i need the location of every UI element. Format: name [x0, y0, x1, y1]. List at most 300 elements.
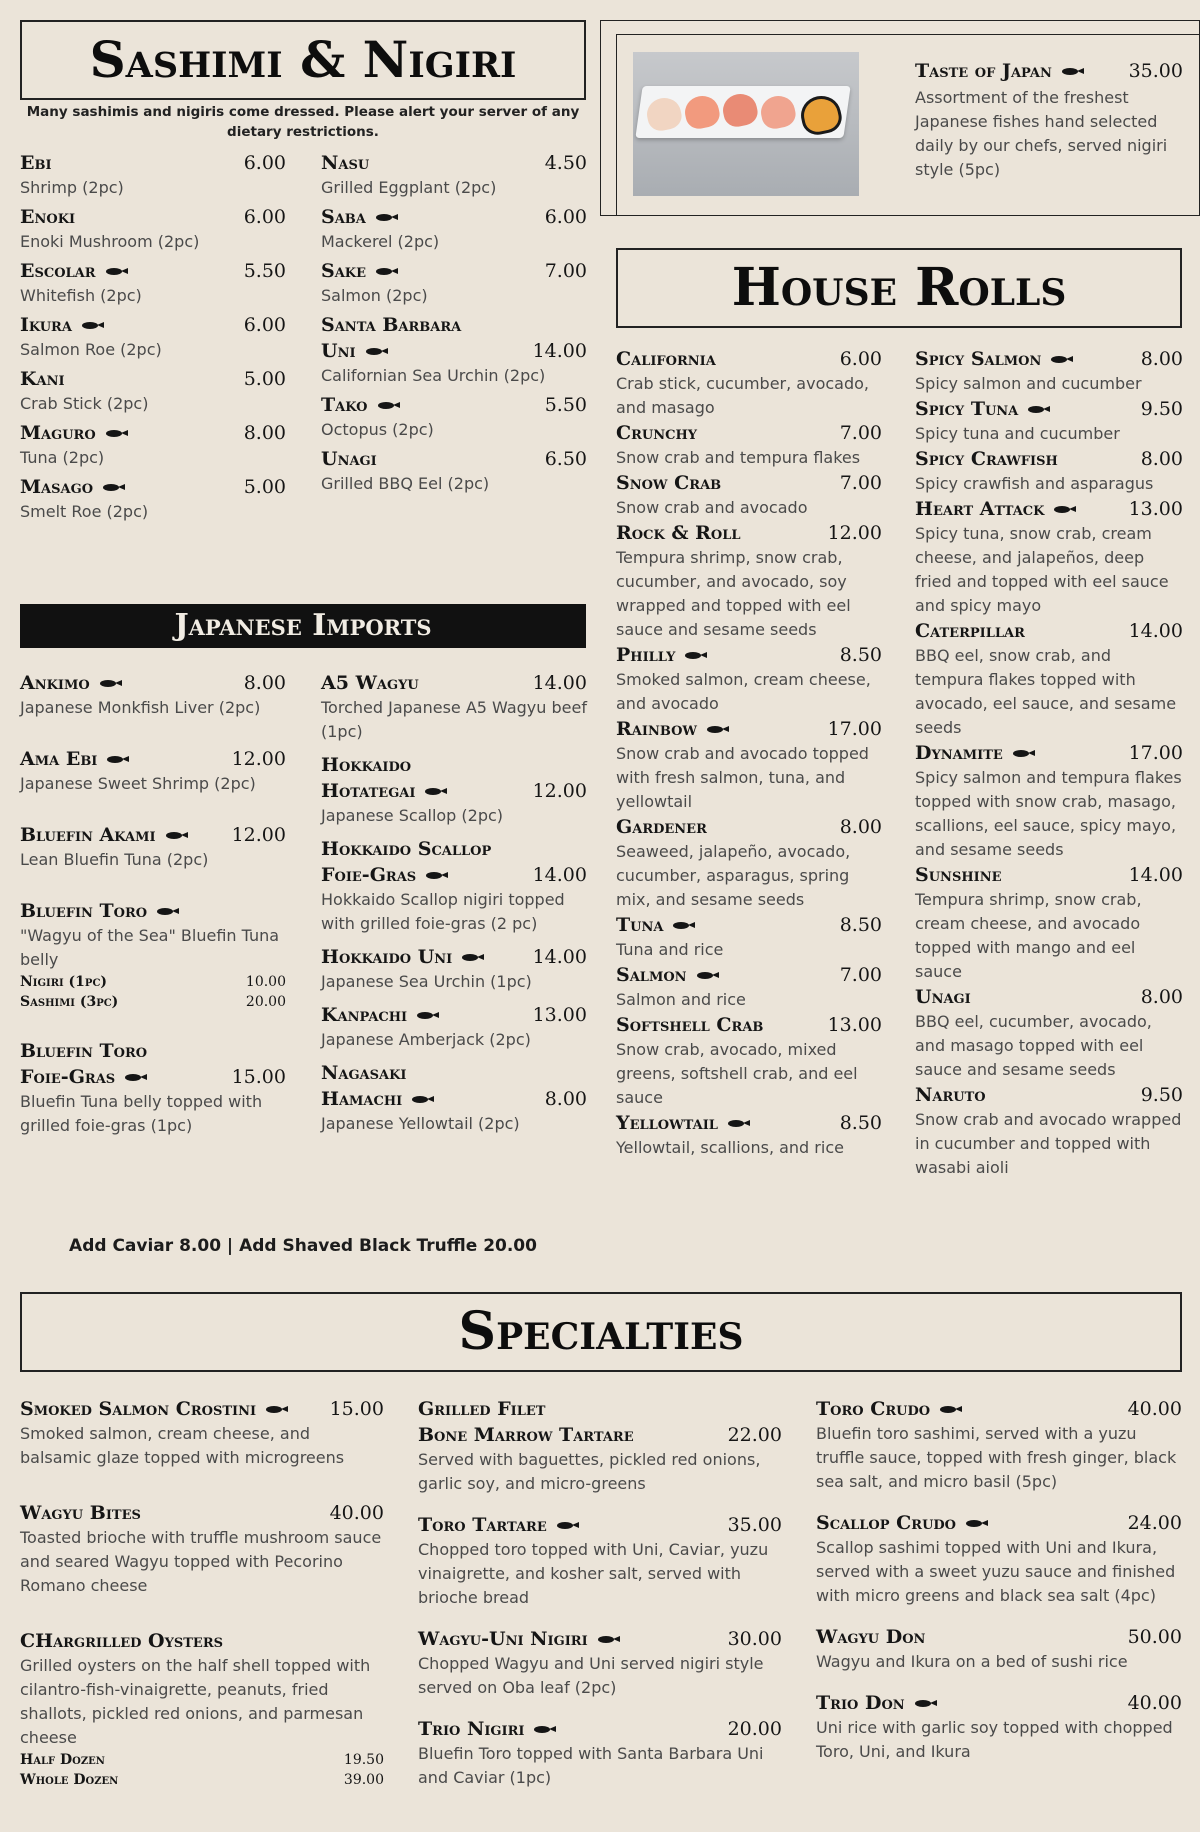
dish-row — [20, 1064, 286, 1090]
dish-name: Philly — [616, 644, 676, 666]
dish-name: Unagi — [915, 986, 971, 1008]
menu-item — [321, 150, 587, 200]
dish-desc: Spicy salmon and tempura flakes topped with snow crab, masago, scallions, eel sauce, spicy mayo, and sesame seeds — [915, 768, 1182, 859]
dish-desc: Yellowtail, scallions, and rice — [616, 1138, 844, 1157]
fish-icon — [426, 871, 448, 879]
dish-row — [418, 1512, 782, 1538]
imports-col-right — [321, 670, 587, 1144]
dish-name-wrap — [616, 520, 741, 546]
dish-name-wrap — [20, 1628, 223, 1654]
dish-name: A5 Wagyu — [321, 672, 419, 694]
menu-item — [20, 474, 286, 524]
dish-row — [418, 1626, 782, 1652]
dish-row — [915, 984, 1183, 1010]
dish-name-wrap — [321, 944, 484, 970]
dish-row — [20, 746, 286, 772]
dish-price: 8.00 — [1140, 986, 1183, 1008]
menu-item — [20, 312, 286, 362]
menu-item — [20, 670, 286, 720]
rolls-col-left — [616, 346, 882, 1160]
menu-item — [915, 496, 1183, 618]
dish-desc: Shrimp (2pc) — [20, 178, 124, 197]
dish-name-wrap — [20, 150, 52, 176]
dish-name: Escolar — [20, 260, 96, 282]
dish-name-wrap — [321, 338, 388, 364]
dish-desc: Grilled BBQ Eel (2pc) — [321, 474, 490, 493]
dish-desc: Snow crab and avocado wrapped in cucumber and topped with wasabi aioli — [915, 1110, 1182, 1177]
dish-price: 6.00 — [243, 314, 286, 336]
menu-item — [20, 746, 286, 796]
menu-item — [321, 204, 587, 254]
dish-name-wrap — [616, 642, 707, 668]
dish-name: Wagyu-Uni Nigiri — [418, 1628, 588, 1650]
dish-price: 5.50 — [544, 394, 587, 416]
dish-name: Tako — [321, 394, 368, 416]
dish-price: 5.50 — [243, 260, 286, 282]
dish-price: 9.50 — [1140, 1084, 1183, 1106]
dish-price: 8.00 — [1140, 348, 1183, 370]
fish-icon — [557, 1521, 579, 1529]
sushi-photo — [633, 52, 859, 196]
menu-item — [616, 642, 882, 716]
imports-banner: Japanese Imports — [20, 604, 586, 648]
taste-name: Taste of Japan — [915, 60, 1052, 82]
dish-row — [321, 446, 587, 472]
dish-name-line2: Bone Marrow Tartare — [418, 1424, 634, 1446]
dish-price: 24.00 — [1127, 1512, 1182, 1534]
sashimi-title: Sashimi & Nigiri — [89, 30, 517, 89]
dish-price: 40.00 — [329, 1502, 384, 1524]
dish-name: Saba — [321, 206, 366, 228]
dish-name-wrap — [321, 258, 398, 284]
dish-desc: Japanese Amberjack (2pc) — [321, 1030, 531, 1049]
dish-desc: Wagyu and Ikura on a bed of sushi rice — [816, 1652, 1128, 1671]
dish-name-wrap — [915, 496, 1076, 522]
portion-row — [20, 1750, 384, 1770]
dish-row — [616, 1110, 882, 1136]
dish-name: Yellowtail — [616, 1112, 718, 1134]
dish-name: Santa Barbara — [321, 314, 462, 336]
portion-label: Whole Dozen — [20, 1772, 119, 1788]
dish-price: 8.50 — [839, 1112, 882, 1134]
dish-row — [321, 150, 587, 176]
dish-desc: Hokkaido Scallop nigiri topped with grilled foie-gras (2 pc) — [321, 890, 565, 933]
menu-item — [418, 1716, 782, 1790]
dish-name: Spicy Salmon — [915, 348, 1042, 370]
dish-desc: Chopped Wagyu and Uni served nigiri style served on Oba leaf (2pc) — [418, 1654, 764, 1697]
menu-item — [20, 1628, 384, 1790]
dish-row — [20, 670, 286, 696]
dish-name: Enoki — [20, 206, 76, 228]
dish-desc: Tuna (2pc) — [20, 448, 105, 467]
fish-icon — [157, 907, 179, 915]
dish-row — [321, 670, 587, 696]
fish-icon — [82, 321, 104, 329]
fish-icon — [728, 1119, 750, 1127]
dish-row — [616, 520, 882, 546]
rolls-title-box — [616, 248, 1182, 328]
portion-row — [20, 1770, 384, 1790]
dish-price: 30.00 — [727, 1628, 782, 1650]
fish-icon — [266, 1405, 288, 1413]
dish-name-wrap — [816, 1396, 962, 1422]
menu-item — [20, 1038, 286, 1138]
menu-item — [20, 898, 286, 1012]
dish-desc: Crab stick, cucumber, avocado, and masago — [616, 374, 869, 417]
menu-item — [321, 312, 587, 388]
dish-desc: Californian Sea Urchin (2pc) — [321, 366, 546, 385]
dish-row — [915, 446, 1183, 472]
dish-name: Hokkaido — [321, 754, 412, 776]
dish-row — [20, 474, 286, 500]
dish-name: Trio Don — [816, 1692, 905, 1714]
dish-row — [418, 1422, 782, 1448]
dish-row — [20, 312, 286, 338]
fish-icon — [376, 267, 398, 275]
dish-desc: Grilled oysters on the half shell topped with cilantro-fish-vinaigrette, peanuts, fried shallots, pickled red onions, and parmesan cheese — [20, 1656, 371, 1747]
fish-icon — [106, 267, 128, 275]
dish-name-wrap — [915, 396, 1050, 422]
dish-desc: Whitefish (2pc) — [20, 286, 142, 305]
dish-desc: Snow crab and tempura flakes — [616, 448, 861, 467]
dish-name: Ama Ebi — [20, 748, 98, 770]
dish-name-wrap — [418, 1422, 634, 1448]
dish-name: Sake — [321, 260, 367, 282]
dish-desc: Japanese Sea Urchin (1pc) — [321, 972, 532, 991]
imports-col-left — [20, 670, 286, 1164]
dish-name-wrap — [321, 1002, 439, 1028]
menu-item — [20, 420, 286, 470]
dish-name: Bluefin Toro — [20, 900, 148, 922]
dish-desc: Salmon and rice — [616, 990, 746, 1009]
dish-desc: BBQ eel, cucumber, avocado, and masago topped with eel sauce and sesame seeds — [915, 1012, 1152, 1079]
menu-item — [321, 670, 587, 744]
dish-name-wrap — [915, 446, 1058, 472]
dish-desc: Smoked salmon, cream cheese, and avocado — [616, 670, 871, 713]
dish-name: Heart Attack — [915, 498, 1045, 520]
menu-item — [418, 1626, 782, 1700]
dish-row — [616, 716, 882, 742]
fish-icon — [673, 921, 695, 929]
dish-price: 15.00 — [329, 1398, 384, 1420]
fish-icon — [107, 755, 129, 763]
menu-item — [616, 962, 882, 1012]
dish-row — [816, 1624, 1182, 1650]
menu-item — [321, 1002, 587, 1052]
fish-icon — [412, 1095, 434, 1103]
dish-name-wrap — [616, 420, 697, 446]
dish-name: Ebi — [20, 152, 52, 174]
dish-name: Snow Crab — [616, 472, 722, 494]
dish-price: 7.00 — [839, 964, 882, 986]
menu-item — [321, 258, 587, 308]
dish-desc: Smoked salmon, cream cheese, and balsamic glaze topped with microgreens — [20, 1424, 345, 1467]
dish-price: 20.00 — [727, 1718, 782, 1740]
dish-desc: Spicy tuna and cucumber — [915, 424, 1120, 443]
dish-price: 12.00 — [231, 824, 286, 846]
dish-name-wrap — [616, 1012, 763, 1038]
dish-name: Hokkaido Uni — [321, 946, 453, 968]
dish-price: 13.00 — [1128, 498, 1183, 520]
fish-icon — [103, 483, 125, 491]
dish-name-wrap — [20, 258, 128, 284]
dish-name-wrap — [20, 312, 104, 338]
specialties-col-3 — [816, 1396, 1182, 1780]
dish-name: Tuna — [616, 914, 664, 936]
dish-name-wrap — [915, 618, 1025, 644]
portion-label: Half Dozen — [20, 1752, 105, 1768]
dietary-note: Many sashimis and nigiris come dressed. Please alert your server of any dietary restrictions. — [26, 104, 580, 140]
menu-item — [616, 1012, 882, 1110]
dish-name-line1 — [321, 836, 587, 862]
specialties-col-2 — [418, 1396, 782, 1806]
dish-desc: Snow crab and avocado topped with fresh salmon, tuna, and yellowtail — [616, 744, 869, 811]
menu-item — [915, 862, 1183, 984]
dish-row — [616, 346, 882, 372]
dish-row — [816, 1510, 1182, 1536]
dish-name-line2: Foie-Gras — [321, 864, 417, 886]
fish-icon — [462, 953, 484, 961]
fish-icon — [1054, 505, 1076, 513]
dish-desc: Salmon Roe (2pc) — [20, 340, 162, 359]
dish-name-wrap — [816, 1510, 988, 1536]
dish-name-wrap — [20, 1396, 288, 1422]
dish-name: Hokkaido Scallop — [321, 838, 492, 860]
dish-desc: Salmon (2pc) — [321, 286, 428, 305]
dish-price: 40.00 — [1127, 1692, 1182, 1714]
dish-name: Nagasaki — [321, 1062, 407, 1084]
dish-price: 8.00 — [544, 1088, 587, 1110]
menu-item — [616, 346, 882, 420]
fish-icon — [125, 1073, 147, 1081]
dish-desc: Japanese Monkfish Liver (2pc) — [20, 698, 261, 717]
taste-item — [915, 58, 1183, 182]
dish-name: Crunchy — [616, 422, 698, 444]
dish-price: 6.50 — [544, 448, 587, 470]
dish-desc: Snow crab and avocado — [616, 498, 808, 517]
menu-item — [915, 1082, 1183, 1180]
dish-row — [20, 258, 286, 284]
menu-item — [915, 984, 1183, 1082]
menu-item — [616, 1110, 882, 1160]
dish-name-wrap — [321, 150, 369, 176]
menu-item — [816, 1624, 1182, 1674]
dish-price: 12.00 — [231, 748, 286, 770]
dish-price: 7.00 — [839, 472, 882, 494]
dish-row — [616, 912, 882, 938]
dish-price: 14.00 — [532, 946, 587, 968]
dish-name: Trio Nigiri — [418, 1718, 525, 1740]
dish-name-wrap — [616, 716, 729, 742]
dish-row — [20, 1500, 384, 1526]
menu-item — [915, 446, 1183, 496]
dish-row — [915, 396, 1183, 422]
dish-name-wrap — [616, 912, 695, 938]
dish-name-wrap — [321, 204, 398, 230]
taste-price: 35.00 — [1128, 60, 1183, 82]
portion-row — [20, 972, 286, 992]
dish-name-wrap — [321, 392, 400, 418]
dish-name-wrap — [616, 814, 707, 840]
dish-row — [20, 150, 286, 176]
dish-name: Kanpachi — [321, 1004, 408, 1026]
dish-desc: BBQ eel, snow crab, and tempura flakes topped with avocado, eel sauce, and sesame seeds — [915, 646, 1177, 737]
dish-desc: Japanese Yellowtail (2pc) — [321, 1114, 520, 1133]
dish-row — [321, 204, 587, 230]
dish-name-wrap — [321, 778, 447, 804]
dish-price: 8.00 — [243, 422, 286, 444]
fish-icon — [707, 725, 729, 733]
dish-row — [321, 258, 587, 284]
menu-item — [20, 1500, 384, 1598]
rolls-title: House Rolls — [731, 257, 1067, 318]
dish-row — [321, 944, 587, 970]
dish-desc: Spicy tuna, snow crab, cream cheese, and jalapeños, deep fried and topped with eel sauce and spicy mayo — [915, 524, 1169, 615]
menu-item — [418, 1512, 782, 1610]
dish-name: Masago — [20, 476, 94, 498]
dish-desc: Tempura shrimp, snow crab, cucumber, and avocado, soy wrapped and topped with eel sauce and sesame seeds — [616, 548, 851, 639]
fish-icon — [166, 831, 188, 839]
dish-desc: Lean Bluefin Tuna (2pc) — [20, 850, 209, 869]
menu-item — [915, 618, 1183, 740]
dish-price: 9.50 — [1140, 398, 1183, 420]
fish-icon — [940, 1405, 962, 1413]
dish-name-wrap — [915, 862, 1001, 888]
dish-name: Unagi — [321, 448, 377, 470]
dish-price: 40.00 — [1127, 1398, 1182, 1420]
dish-price: 12.00 — [532, 780, 587, 802]
menu-item — [321, 944, 587, 994]
dish-name: Smoked Salmon Crostini — [20, 1398, 257, 1420]
dish-price: 5.00 — [243, 368, 286, 390]
dish-name-wrap — [20, 898, 179, 924]
dish-name-wrap — [915, 984, 971, 1010]
dish-price: 13.00 — [827, 1014, 882, 1036]
dish-name: Caterpillar — [915, 620, 1025, 642]
dish-name-wrap — [20, 1064, 147, 1090]
dish-row — [20, 1396, 384, 1422]
dish-desc: Smelt Roe (2pc) — [20, 502, 149, 521]
dish-price: 4.50 — [544, 152, 587, 174]
dish-row — [915, 1082, 1183, 1108]
dish-price: 15.00 — [231, 1066, 286, 1088]
dish-name: Bluefin Akami — [20, 824, 156, 846]
fish-icon — [1013, 749, 1035, 757]
dish-name-wrap — [20, 204, 75, 230]
dish-name: Toro Tartare — [418, 1514, 547, 1536]
dish-desc: Served with baguettes, pickled red onions, garlic soy, and micro-greens — [418, 1450, 761, 1493]
fish-icon — [376, 213, 398, 221]
dish-price: 6.00 — [243, 206, 286, 228]
dish-price: 14.00 — [532, 864, 587, 886]
menu-item — [321, 752, 587, 828]
dish-name: Spicy Tuna — [915, 398, 1019, 420]
dish-row — [321, 392, 587, 418]
dish-price: 13.00 — [532, 1004, 587, 1026]
dish-name: Nasu — [321, 152, 370, 174]
dish-row — [816, 1396, 1182, 1422]
dish-row — [616, 1012, 882, 1038]
dish-name: Wagyu Don — [816, 1626, 926, 1648]
taste-desc: Assortment of the freshest Japanese fishes hand selected daily by our chefs, served nigiri style (5pc) — [915, 88, 1168, 179]
dish-name-line1 — [20, 1038, 286, 1064]
portion-label: Sashimi (3pc) — [20, 994, 119, 1010]
fish-icon — [1051, 355, 1073, 363]
dish-desc: Uni rice with garlic soy topped with chopped Toro, Uni, and Ikura — [816, 1718, 1173, 1761]
menu-item — [321, 836, 587, 936]
menu-item — [915, 396, 1183, 446]
menu-item — [20, 366, 286, 416]
rolls-col-right — [915, 346, 1183, 1180]
dish-name: Ankimo — [20, 672, 90, 694]
menu-item — [20, 150, 286, 200]
dish-name-wrap — [321, 862, 448, 888]
sashimi-title-box — [20, 20, 586, 100]
dish-desc: Tempura shrimp, snow crab, cream cheese, and avocado topped with mango and eel sauce — [915, 890, 1142, 981]
dish-name-line2: Hamachi — [321, 1088, 403, 1110]
dish-price: 14.00 — [532, 340, 587, 362]
dish-desc: Scallop sashimi topped with Uni and Ikura, served with a sweet yuzu sauce and finished with micro greens and black sea salt (4pc) — [816, 1538, 1176, 1605]
dish-name-wrap — [915, 1082, 986, 1108]
fish-icon — [378, 401, 400, 409]
dish-name-wrap — [816, 1624, 925, 1650]
dish-name-wrap — [915, 740, 1035, 766]
menu-item — [20, 204, 286, 254]
dish-row — [321, 862, 587, 888]
menu-item — [915, 346, 1183, 396]
specialties-title-box — [20, 1292, 1182, 1372]
menu-item — [321, 392, 587, 442]
dish-name: Rainbow — [616, 718, 697, 740]
dish-desc: Grilled Eggplant (2pc) — [321, 178, 497, 197]
dish-desc: Spicy salmon and cucumber — [915, 374, 1142, 393]
fish-icon — [366, 347, 388, 355]
dish-desc: Tuna and rice — [616, 940, 724, 959]
dish-row — [915, 740, 1183, 766]
dish-desc: Torched Japanese A5 Wagyu beef (1pc) — [321, 698, 587, 741]
dish-row — [20, 420, 286, 446]
fish-icon — [915, 1699, 937, 1707]
menu-item — [816, 1510, 1182, 1608]
menu-item — [321, 446, 587, 496]
dish-desc: Crab Stick (2pc) — [20, 394, 149, 413]
portion-price: 20.00 — [245, 994, 286, 1010]
dish-name: Grilled Filet — [418, 1398, 546, 1420]
dish-desc: Chopped toro topped with Uni, Caviar, yuzu vinaigrette, and kosher salt, served with brioche bread — [418, 1540, 769, 1607]
dish-name-wrap — [20, 746, 129, 772]
dish-name: Maguro — [20, 422, 96, 444]
fish-icon — [1062, 67, 1084, 75]
dish-name-line2: Hotategai — [321, 780, 416, 802]
dish-name-wrap — [816, 1690, 937, 1716]
dish-desc: Spicy crawfish and asparagus — [915, 474, 1154, 493]
portion-row — [20, 992, 286, 1012]
dish-price: 14.00 — [532, 672, 587, 694]
dish-price: 17.00 — [1128, 742, 1183, 764]
dish-row — [616, 642, 882, 668]
dish-name-line1 — [321, 1060, 587, 1086]
dish-price: 7.00 — [839, 422, 882, 444]
menu-item — [616, 716, 882, 814]
dish-row — [915, 862, 1183, 888]
dish-price: 14.00 — [1128, 620, 1183, 642]
dish-price: 6.00 — [544, 206, 587, 228]
dish-price: 8.50 — [839, 914, 882, 936]
dish-desc: Octopus (2pc) — [321, 420, 434, 439]
dish-name-wrap — [418, 1626, 620, 1652]
dish-row — [321, 778, 587, 804]
dish-price: 8.00 — [243, 672, 286, 694]
